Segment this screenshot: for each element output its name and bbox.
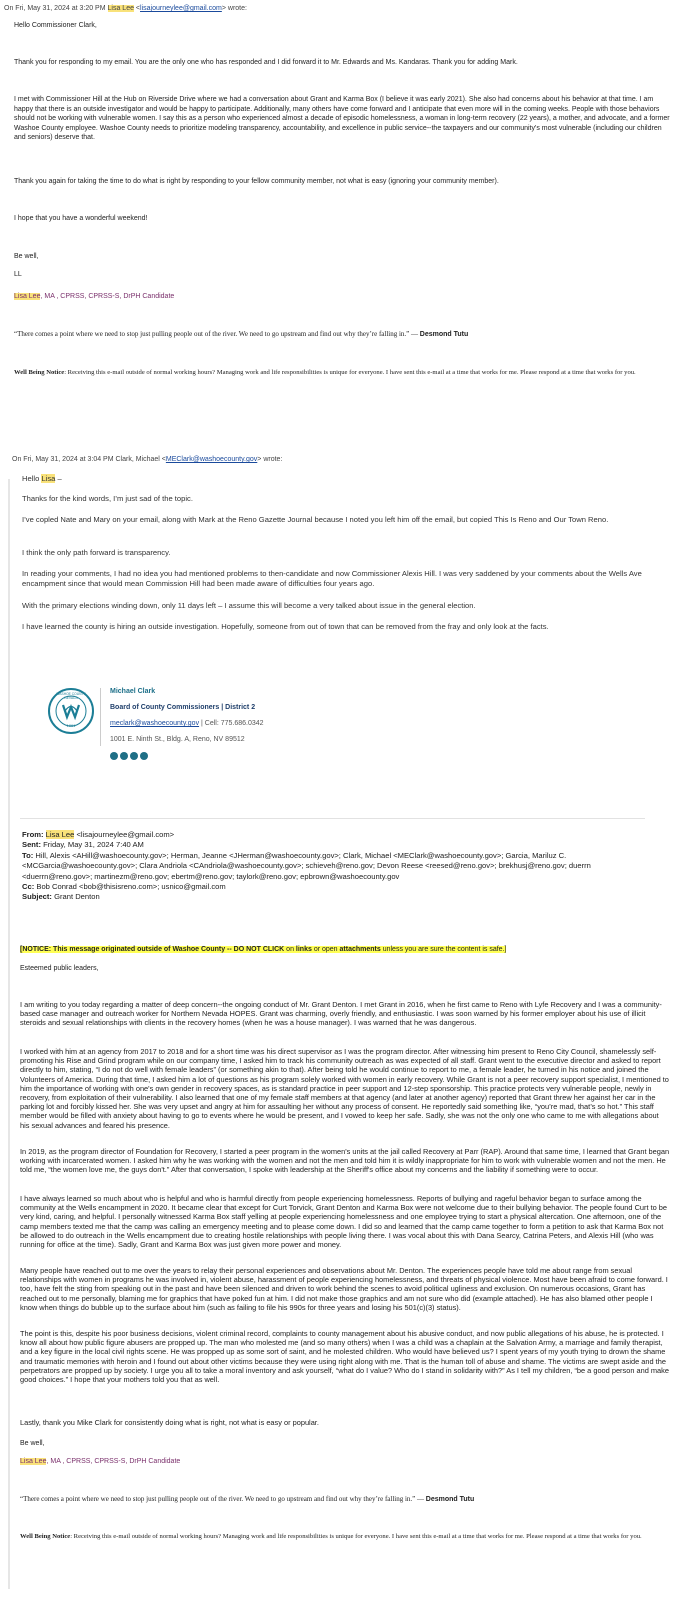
clark-signature-title: Board of County Commissioners | District 2 [110,704,256,711]
orig-greeting: Esteemed public leaders, [20,965,99,972]
orig-wellbeing-notice: Well Being Notice: Receiving this e-mail outside of normal working hours? Managing work and life responsibilities is unique for everyone. I have sent this e-mail at a time that works for me. Please respond at a time that works for you. [20,1533,642,1540]
clark-email-header: On Fri, May 31, 2024 at 3:04 PM Clark, Michael <MEClark@washoecounty.gov> wrote: [12,456,283,463]
orig-paragraph-3: In 2019, as the program director of Foundation for Recovery, I started a peer program in the women's units at the jail called Recovery at Parr (RAP). Around that same time, I learned that Grant began working with incarcerated women. I asked him why he was working with the women and not the men and told him it is wildly inappropriate for him to work with vulnerable women and not the men. He told me, “the women love me, the guys don't.” After that conversation, I spoke with leadership at the Sheriff's office about my concerns and the liability if something were to occur. [20,1147,670,1175]
clark-signature-email-link[interactable]: meclark@washoecounty.gov [110,720,200,727]
top-greeting: Hello Commissioner Clark, [14,22,97,29]
quote-author: Desmond Tutu [419,331,469,338]
top-signature [14,292,672,302]
top-quote: “There comes a point where we need to stop just pulling people out of the river. We need to go upstream and find out why they’re falling in.” — Desmond Tutu [14,330,469,338]
sender-email-link[interactable]: lisajourneylee@gmail.com [140,5,222,12]
top-wellbeing-notice: Well Being Notice: Receiving this e-mail outside of normal working hours? Managing work and life responsibilities is unique for everyone. I have sent this e-mail at a time that works for me. Please respond at a time that works for you. [14,369,636,376]
signature-credentials: , MA , CPRSS, CPRSS-S, DrPH Candidate [40,293,175,300]
clark-paragraph-1: Thanks for the kind words, I’m just sad of the topic. [22,494,193,503]
web-icon[interactable] [120,752,128,760]
orig-paragraph-6: The point is this, despite his poor business decisions, violent criminal record, complaints to county management about his abusive conduct, and now public allegations of his abuse, he is protected. I know all about how public figure abusers are propped up. The man who molested me (and so many others) when I was a child was a chaplain at the Salvation Army, a marriage and family therapist, and a key figure in the local civil rights scene. He was propped up as some sort of saint, and he molested children. Who would have believed us? I spent years of my youth trying to drown the shame and traumatic memories with heroin and I found out about other victims because they were using right along with me. That is the human toll of abuse and shame. The victims are swept aside and the perpetrators are propped up by society. I urge you all to take a moral inventory and ask yourself, “what do I value? Who do I stand in solidarity with?” As I tell my children, “be a good person and make good choices.” I hope that your mothers told you that as well. [20,1329,669,1385]
top-paragraph-1: Thank you for responding to my email. You are the only one who has responded and I did forward it to Mr. Edwards and Ms. Kandaras. Thank you for adding Mark. [14,59,518,66]
signature-name: Lisa Lee [14,293,41,300]
orig-paragraph-7: Lastly, thank you Mike Clark for consistently doing what is right, not what is easy or popular. [20,1418,319,1427]
clark-signature-contact: meclark@washoecounty.gov | Cell: 775.686.0342 [110,720,264,727]
cc-row: Cc: Bob Conrad <bob@thisisreno.com>; usnico@gmail.com [22,882,226,892]
clark-paragraph-3: I think the only path forward is transparency. [22,548,171,557]
sent-row: Sent: Friday, May 31, 2024 7:40 AM [22,840,144,850]
orig-header [22,830,662,903]
clark-signature-address: 1001 E. Ninth St., Bldg. A, Reno, NV 89512 [110,736,245,743]
top-email-header: On Fri, May 31, 2024 at 3:20 PM Lisa Lee <lisajourneylee@gmail.com> wrote: [4,5,247,12]
top-paragraph-2: I met with Commissioner Hill at the Hub on Riverside Drive where we had a conversation about Grant and Karma Box (I believe it was early 2021). She also had concerns about his behavior at that time. I am happy that there is an outside investigator and would be happy to participate. Additionally, many others have come forward and I anticipate that even more will in the coming weeks. People with those behaviors should not be working with vulnerable women. I say this as a person who experienced almost a decade of episodic homelessness, a woman in long-term recovery (22 years), a mother, and advocate, and a former Washoe County employee. Washoe County needs to prioritize modeling transparency, accountability, and excellence in public service--the taxpayers and our community's most vulnerable (including our children and seniors) deserve that. [14,96,670,142]
external-notice: [NOTICE: This message originated outside of Washoe County -- DO NOT CLICK on links or open attachments unless you are sure the content is safe.] [20,946,507,953]
orig-paragraph-4: I have always learned so much about who is helpful and who is harmful directly from people experiencing homelessness. Reports of bullying and rageful behavior began to surface among the community at the Wells encampment in 2020. It became clear that except for Curt Torvick, Grant Denton and Karma Box were not welcome due to their bullying behavior. The people found Curt to be very kind, caring, and helpful. I personally witnessed Karma Box staff yelling at people experiencing homelessness and one employee trying to start a physical altercation. One afternoon, one of the camp members texted me that the camp was calling an emergency meeting and to please come down. I did so and learned that the camp came together to form a petition to ask that Karma Box not be allowed to do outreach in the Wells encampment due to creating hostile relationships with people living there. I was vocal about this with Dana Searcy, Catrina Peters, and Alexis Hill (who was running for office at the time). Sadly, Grant and Karma Box was just given more power and money. [20,1194,668,1250]
subject-row: Subject: Grant Denton [22,892,100,902]
email-icon[interactable] [110,752,118,760]
top-paragraph-4: I hope that you have a wonderful weekend! [14,215,148,222]
orig-quote-author: Desmond Tutu [425,1496,475,1503]
clark-paragraph-5: With the primary elections winding down, only 11 days left – I assume this will become a very talked about issue in the general election. [22,601,476,610]
sender-name: Lisa Lee [107,5,134,12]
facebook-icon[interactable] [130,752,138,760]
quote-thread-bar [8,479,10,1589]
clark-email-link[interactable]: MEClark@washoecounty.gov [165,456,258,463]
top-paragraph-3: Thank you again for taking the time to do what is right by responding to your fellow community member, not what is easy (ignoring your community member). [14,178,499,185]
washoe-county-seal-icon: WASHOE COUNTY NEVADA 1861 [48,688,94,734]
clark-paragraph-2: I’ve copled Nate and Mary on your email, along with Mark at the Reno Gazette Journal because I noted you left him off the email, but copied This Is Reno and Our Town Reno. [22,515,609,524]
orig-signature: Lisa Lee, MA , CPRSS, CPRSS-S, DrPH Candidate [20,1458,181,1465]
from-row: From: Lisa Lee <lisajourneylee@gmail.com> [22,830,175,839]
orig-quote: “There comes a point where we need to stop just pulling people out of the river. We need to go upstream and find out why they’re falling in.” — Desmond Tutu [20,1495,475,1503]
instagram-icon[interactable] [140,752,148,760]
orig-paragraph-5: Many people have reached out to me over the years to relay their personal experiences and observations about Mr. Denton. The experiences people have told me about range from sexual relationships with women in programs he was involved in, violent abuse, harassment of people experiencing homelessness, and threats of physical violence. Most have been afraid to come forward. I too, have felt the sting from speaking out in the past and have been silenced and driven to work behind the scenes to avoid political ugliness and exclusion. On numerous occasions, Grant has reached out to me personally, blaming me for graphics that have poked fun at him. I did not make those graphics and am not sure who did (example attached). He has also blamed other people I know when things do bubble up to the surface about him (such as failing to file his 990s for three years and losing his 501(c)(3) status). [20,1266,668,1312]
social-icons [110,752,150,764]
clark-signature-name: Michael Clark [110,688,156,695]
orig-paragraph-1: I am writing to you today regarding a matter of deep concern--the ongoing conduct of Mr. Grant Denton. I met Grant in 2016, when he first came to Reno with Lyfe Recovery and I was a community-based case manager and outreach worker for Northern Nevada HOPES. Grant was charming, overly friendly, and enthusiastic. I was soon warned by his former employer about his use of illicit steroids and sexual relationships with clients in the recovery homes (when he was a house manager). I was warned that he was dangerous. [20,1000,662,1028]
clark-paragraph-6: I have learned the county is hiring an outside investigation. Hopefully, someone from out of town that can be removed from the fray and only look at the facts. [22,622,549,631]
divider [20,818,645,819]
top-closing: Be well, [14,253,39,260]
to-row: To: Hill, Alexis <AHill@washoecounty.gov>; Herman, Jeanne <JHerman@washoecounty.gov>; Clark, Michael <MEClark@washoecounty.gov>; Garcia, Mariluz C. <MCGarcia@washoecounty.gov>; Clara Andriola <CAndriola@washoecounty.gov>; schieveh@reno.gov; Devon Reese <reesed@reno.gov>; brekhusj@reno.gov; duerrn <duerrn@reno.gov>; martinezm@reno.gov; ebertm@reno.gov; taylork@reno.gov; epbrown@washoecounty.gov [22,850,591,881]
orig-closing: Be well, [20,1440,45,1447]
clark-greeting: Hello Lisa – [22,474,62,483]
clark-paragraph-4: In reading your comments, I had no idea you had mentioned problems to then-candidate and now Commissioner Alexis Hill. I was very saddened by your comments about the Wells Ave encampment since that would mean Commission Hill had been made aware of difficulties four years ago. [22,569,642,589]
orig-paragraph-2: I worked with him at an agency from 2017 to 2018 and for a short time was his direct supervisor as I was the program director. After witnessing him present to Reno City Council, shamelessly self-promoting his Rise and Grind program while on our company time, I asked him to track his community outreach as was expected of all staff. Grant went to the executive director and asked to report directly to him, stating, “I do not do well with female leaders” (or something akin to that). After being told he would continue to report to me, a female leader, he turned in his notice and joined the Volunteers of America. During that time, I asked him a lot of questions as his program solely worked with women in early recovery. While Grant is not a peer recovery support specialist, I mentioned to him the importance of working with one's own gender in recovery spaces, as is standard practice in peer support and 12-step sponsorship. This practice protects very vulnerable people, newly in recovery, from exploitation of their vulnerability. I also learned that one of my female staff members at that agency (and later at another agency) reported that Grant threw her against her car in the parking lot and forcibly kissed her. She was very upset and angry at him for assaulting her without any process of consent. He reportedly said something like, “you’re mad, that’s so hot.” This staff member would be filled with anxiety about having to go to events where he would be present, and I vowed to keep her safe. Sadly, she was not the only one who came to me with allegations about his sexual advances and feared his presence. [20,1047,669,1130]
top-initials: LL [14,271,22,278]
